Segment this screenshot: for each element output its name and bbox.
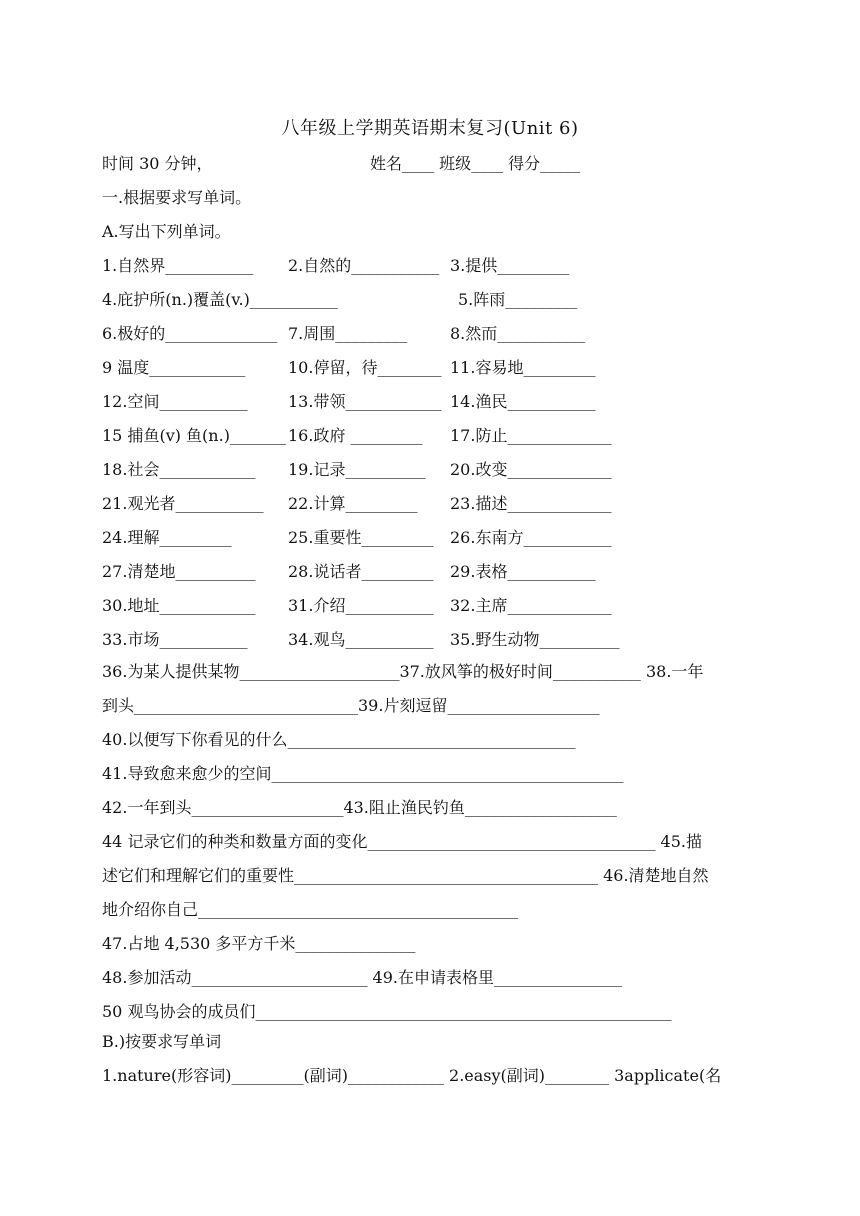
word-item: 25.重要性_________ xyxy=(288,528,434,547)
word-item: 7.周围_________ xyxy=(288,324,408,343)
word-item: 26.东南方___________ xyxy=(450,528,612,547)
phrase-line: 47.占地 4,530 多平方千米_______________ xyxy=(102,934,416,953)
word-item: 4.庇护所(n.)覆盖(v.)___________ xyxy=(102,290,338,309)
section-b-heading: B.)按要求写单词 xyxy=(102,1032,222,1051)
phrase-line: 到头____________________________39.片刻逗留___________________ xyxy=(102,696,600,715)
word-item: 13.带领____________ xyxy=(288,392,442,411)
phrase-line: 50 观鸟协会的成员们____________________________________________________ xyxy=(102,1002,672,1021)
word-item: 19.记录__________ xyxy=(288,460,426,479)
word-item: 1.自然界___________ xyxy=(102,256,254,275)
word-item: 6.极好的______________ xyxy=(102,324,278,343)
word-item: 22.计算_________ xyxy=(288,494,418,513)
word-item: 31.介绍___________ xyxy=(288,596,434,615)
phrase-line: 36.为某人提供某物____________________37.放风筝的极好时间___________ 38.一年 xyxy=(102,662,704,681)
word-item: 34.观鸟___________ xyxy=(288,630,434,649)
word-item: 8.然而___________ xyxy=(450,324,586,343)
word-item: 3.提供_________ xyxy=(450,256,570,275)
word-item: 21.观光者___________ xyxy=(102,494,264,513)
word-item: 20.改变_____________ xyxy=(450,460,612,479)
word-item: 35.野生动物__________ xyxy=(450,630,620,649)
word-item: 11.容易地_________ xyxy=(450,358,596,377)
phrase-line: 述它们和理解它们的重要性______________________________________ 46.清楚地自然 xyxy=(102,866,709,885)
word-item: 16.政府 _________ xyxy=(288,426,423,445)
phrase-line: 48.参加活动______________________ 49.在申请表格里________________ xyxy=(102,968,622,987)
phrase-line: 42.一年到头___________________43.阻止渔民钓鱼___________________ xyxy=(102,798,617,817)
phrase-line: 41.导致愈来愈少的空间____________________________________________ xyxy=(102,764,624,783)
word-item: 23.描述_____________ xyxy=(450,494,612,513)
page-title: 八年级上学期英语期末复习(Unit 6) xyxy=(281,118,579,139)
word-item: 30.地址____________ xyxy=(102,596,256,615)
word-item: 14.渔民___________ xyxy=(450,392,596,411)
word-item: 33.市场___________ xyxy=(102,630,248,649)
word-item: 5.阵雨_________ xyxy=(458,290,578,309)
word-item: 15 捕鱼(v) 鱼(n.)_______ xyxy=(102,426,286,445)
section-b-line-1: 1.nature(形容词)_________(副词)____________ 2.easy(副词)________ 3applicate(名 xyxy=(102,1066,722,1085)
word-item: 2.自然的___________ xyxy=(288,256,440,275)
word-item: 28.说话者_________ xyxy=(288,562,434,581)
header-time: 时间 30 分钟， xyxy=(102,154,213,173)
word-item: 9 温度____________ xyxy=(102,358,246,377)
phrase-line: 40.以便写下你看见的什么____________________________________ xyxy=(102,730,576,749)
word-item: 27.清楚地__________ xyxy=(102,562,256,581)
section-a-heading: A.写出下列单词。 xyxy=(102,222,231,241)
word-item: 18.社会____________ xyxy=(102,460,256,479)
section-one-heading: 一.根据要求写单词。 xyxy=(102,188,252,207)
word-item: 24.理解_________ xyxy=(102,528,232,547)
phrase-line: 地介绍你自己________________________________________ xyxy=(102,900,519,919)
word-item: 29.表格___________ xyxy=(450,562,596,581)
word-item: 10.停留，待________ xyxy=(288,358,442,377)
word-item: 17.防止_____________ xyxy=(450,426,612,445)
word-item: 12.空间___________ xyxy=(102,392,248,411)
header-fields: 姓名____ 班级____ 得分_____ xyxy=(370,154,581,173)
word-item: 32.主席_____________ xyxy=(450,596,612,615)
phrase-line: 44 记录它们的种类和数量方面的变化____________________________________ 45.描 xyxy=(102,832,702,851)
